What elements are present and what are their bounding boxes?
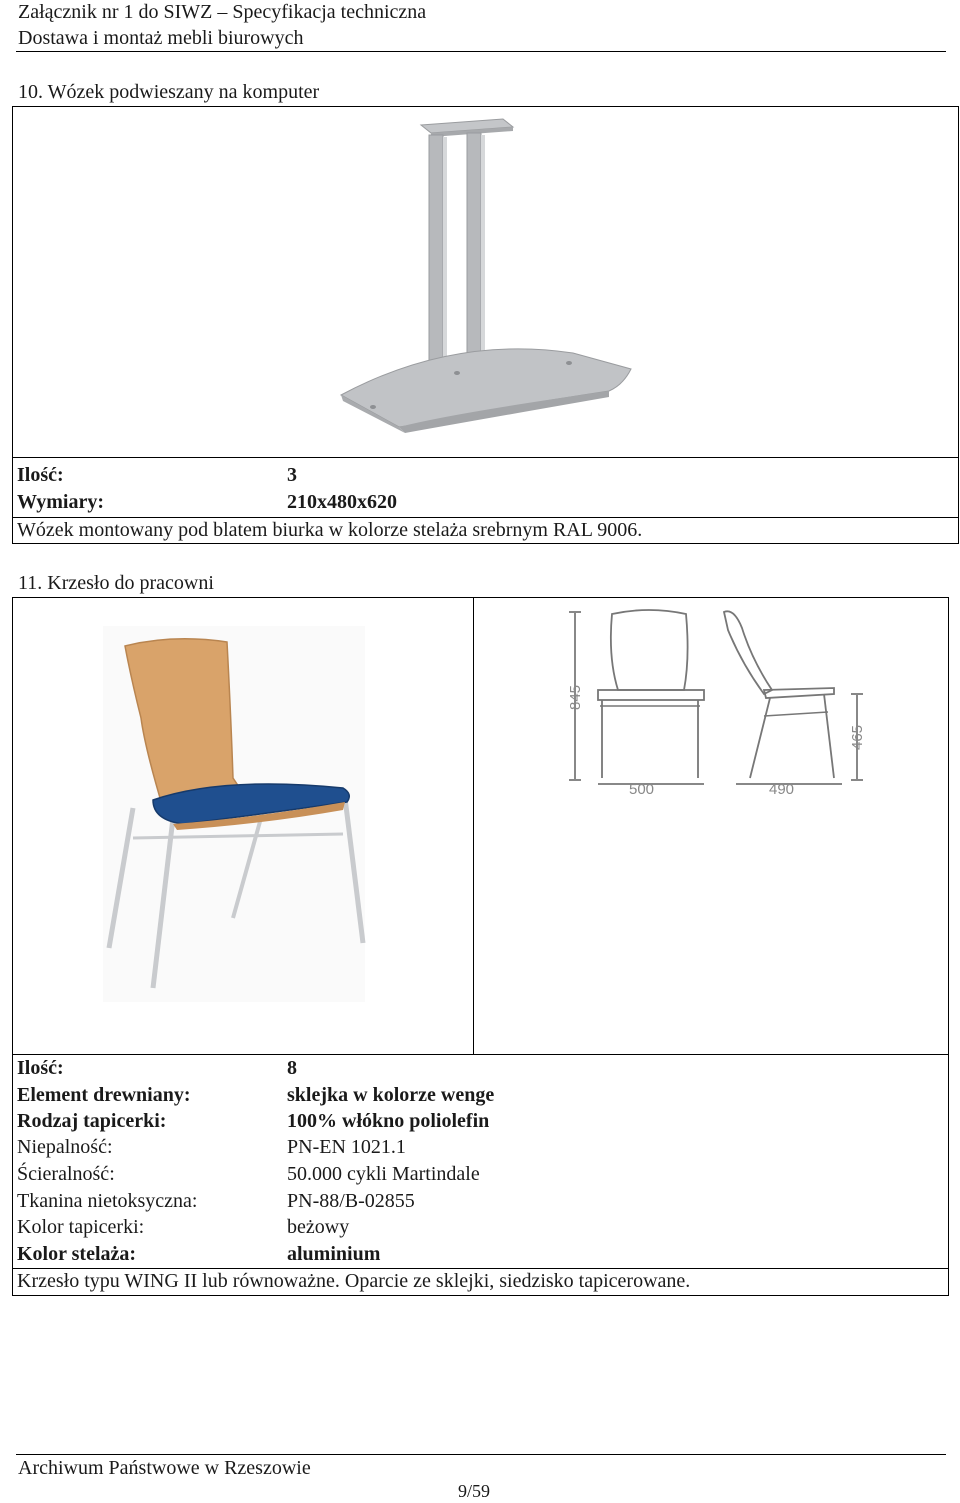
chair-spec-value: beżowy	[287, 1216, 350, 1238]
chair-spec-value: aluminium	[287, 1243, 381, 1265]
doc-header-title: Załącznik nr 1 do SIWZ – Specyfikacja techniczna	[18, 1, 427, 23]
chair-spec-label: Tkanina nietoksyczna:	[17, 1190, 198, 1212]
cart-description: Wózek montowany pod blatem biurka w kolorze stelaża srebrnym RAL 9006.	[17, 519, 643, 541]
chair-spec-row	[17, 1055, 297, 1081]
chair-spec-label: Ilość:	[17, 1057, 64, 1079]
doc-header-subtitle: Dostawa i montaż mebli biurowych	[18, 27, 304, 49]
cart-qty-row	[17, 462, 297, 488]
header-rule	[16, 51, 946, 52]
chair-spec-row	[17, 1108, 490, 1134]
cart-qty-value: 3	[287, 464, 297, 486]
chair-spec-value: sklejka w kolorze wenge	[287, 1084, 495, 1106]
cart-image	[13, 107, 958, 457]
chair-spec-value: 50.000 cykli Martindale	[287, 1163, 480, 1185]
cart-dims-value: 210x480x620	[287, 491, 397, 513]
chair-spec-label: Kolor stelaża:	[17, 1243, 137, 1265]
section-10-title: 10. Wózek podwieszany na komputer	[18, 81, 320, 103]
chair-spec-value: PN-EN 1021.1	[287, 1136, 406, 1158]
chair-spec-row	[17, 1214, 350, 1240]
cart-dims-label: Wymiary:	[17, 491, 105, 513]
chair-spec-label: Niepalność:	[17, 1136, 113, 1158]
chair-spec-row	[17, 1082, 495, 1108]
footer-rule	[16, 1454, 946, 1455]
chair-spec-row	[17, 1134, 406, 1160]
dim-depth-label: 490	[769, 781, 795, 798]
chair-spec-label: Rodzaj tapicerki:	[17, 1110, 167, 1132]
chair-spec-row	[17, 1241, 381, 1267]
cart-qty-label: Ilość:	[17, 464, 64, 486]
footer-archive: Archiwum Państwowe w Rzeszowie	[18, 1457, 311, 1479]
page-number: 9/59	[458, 1481, 491, 1501]
chair-spec-row	[17, 1161, 480, 1187]
cart-dims-row	[17, 489, 397, 515]
chair-table	[12, 597, 949, 1296]
chair-spec-value: 100% włókno poliolefin	[287, 1110, 490, 1132]
chair-description: Krzesło typu WING II lub równoważne. Oparcie ze sklejki, siedzisko tapicerowane.	[17, 1270, 691, 1292]
section-11-title: 11. Krzesło do pracowni	[18, 572, 214, 594]
chair-spec-label: Kolor tapicerki:	[17, 1216, 145, 1238]
chair-spec-value: 8	[287, 1057, 297, 1079]
dim-width-label: 500	[629, 781, 655, 798]
chair-photo	[13, 598, 473, 1054]
chair-dimension-diagram	[474, 598, 948, 1054]
chair-image-bottom-rule	[13, 1054, 948, 1055]
cart-image-divider	[13, 457, 958, 458]
chair-spec-value: PN-88/B-02855	[287, 1190, 415, 1212]
chair-spec-label: Ścieralność:	[17, 1163, 115, 1185]
chair-spec-label: Element drewniany:	[17, 1084, 191, 1106]
dim-height-label: 845	[567, 684, 584, 710]
cart-table	[12, 106, 959, 544]
chair-spec-row	[17, 1188, 415, 1214]
dim-seat-height-label: 465	[849, 724, 866, 750]
